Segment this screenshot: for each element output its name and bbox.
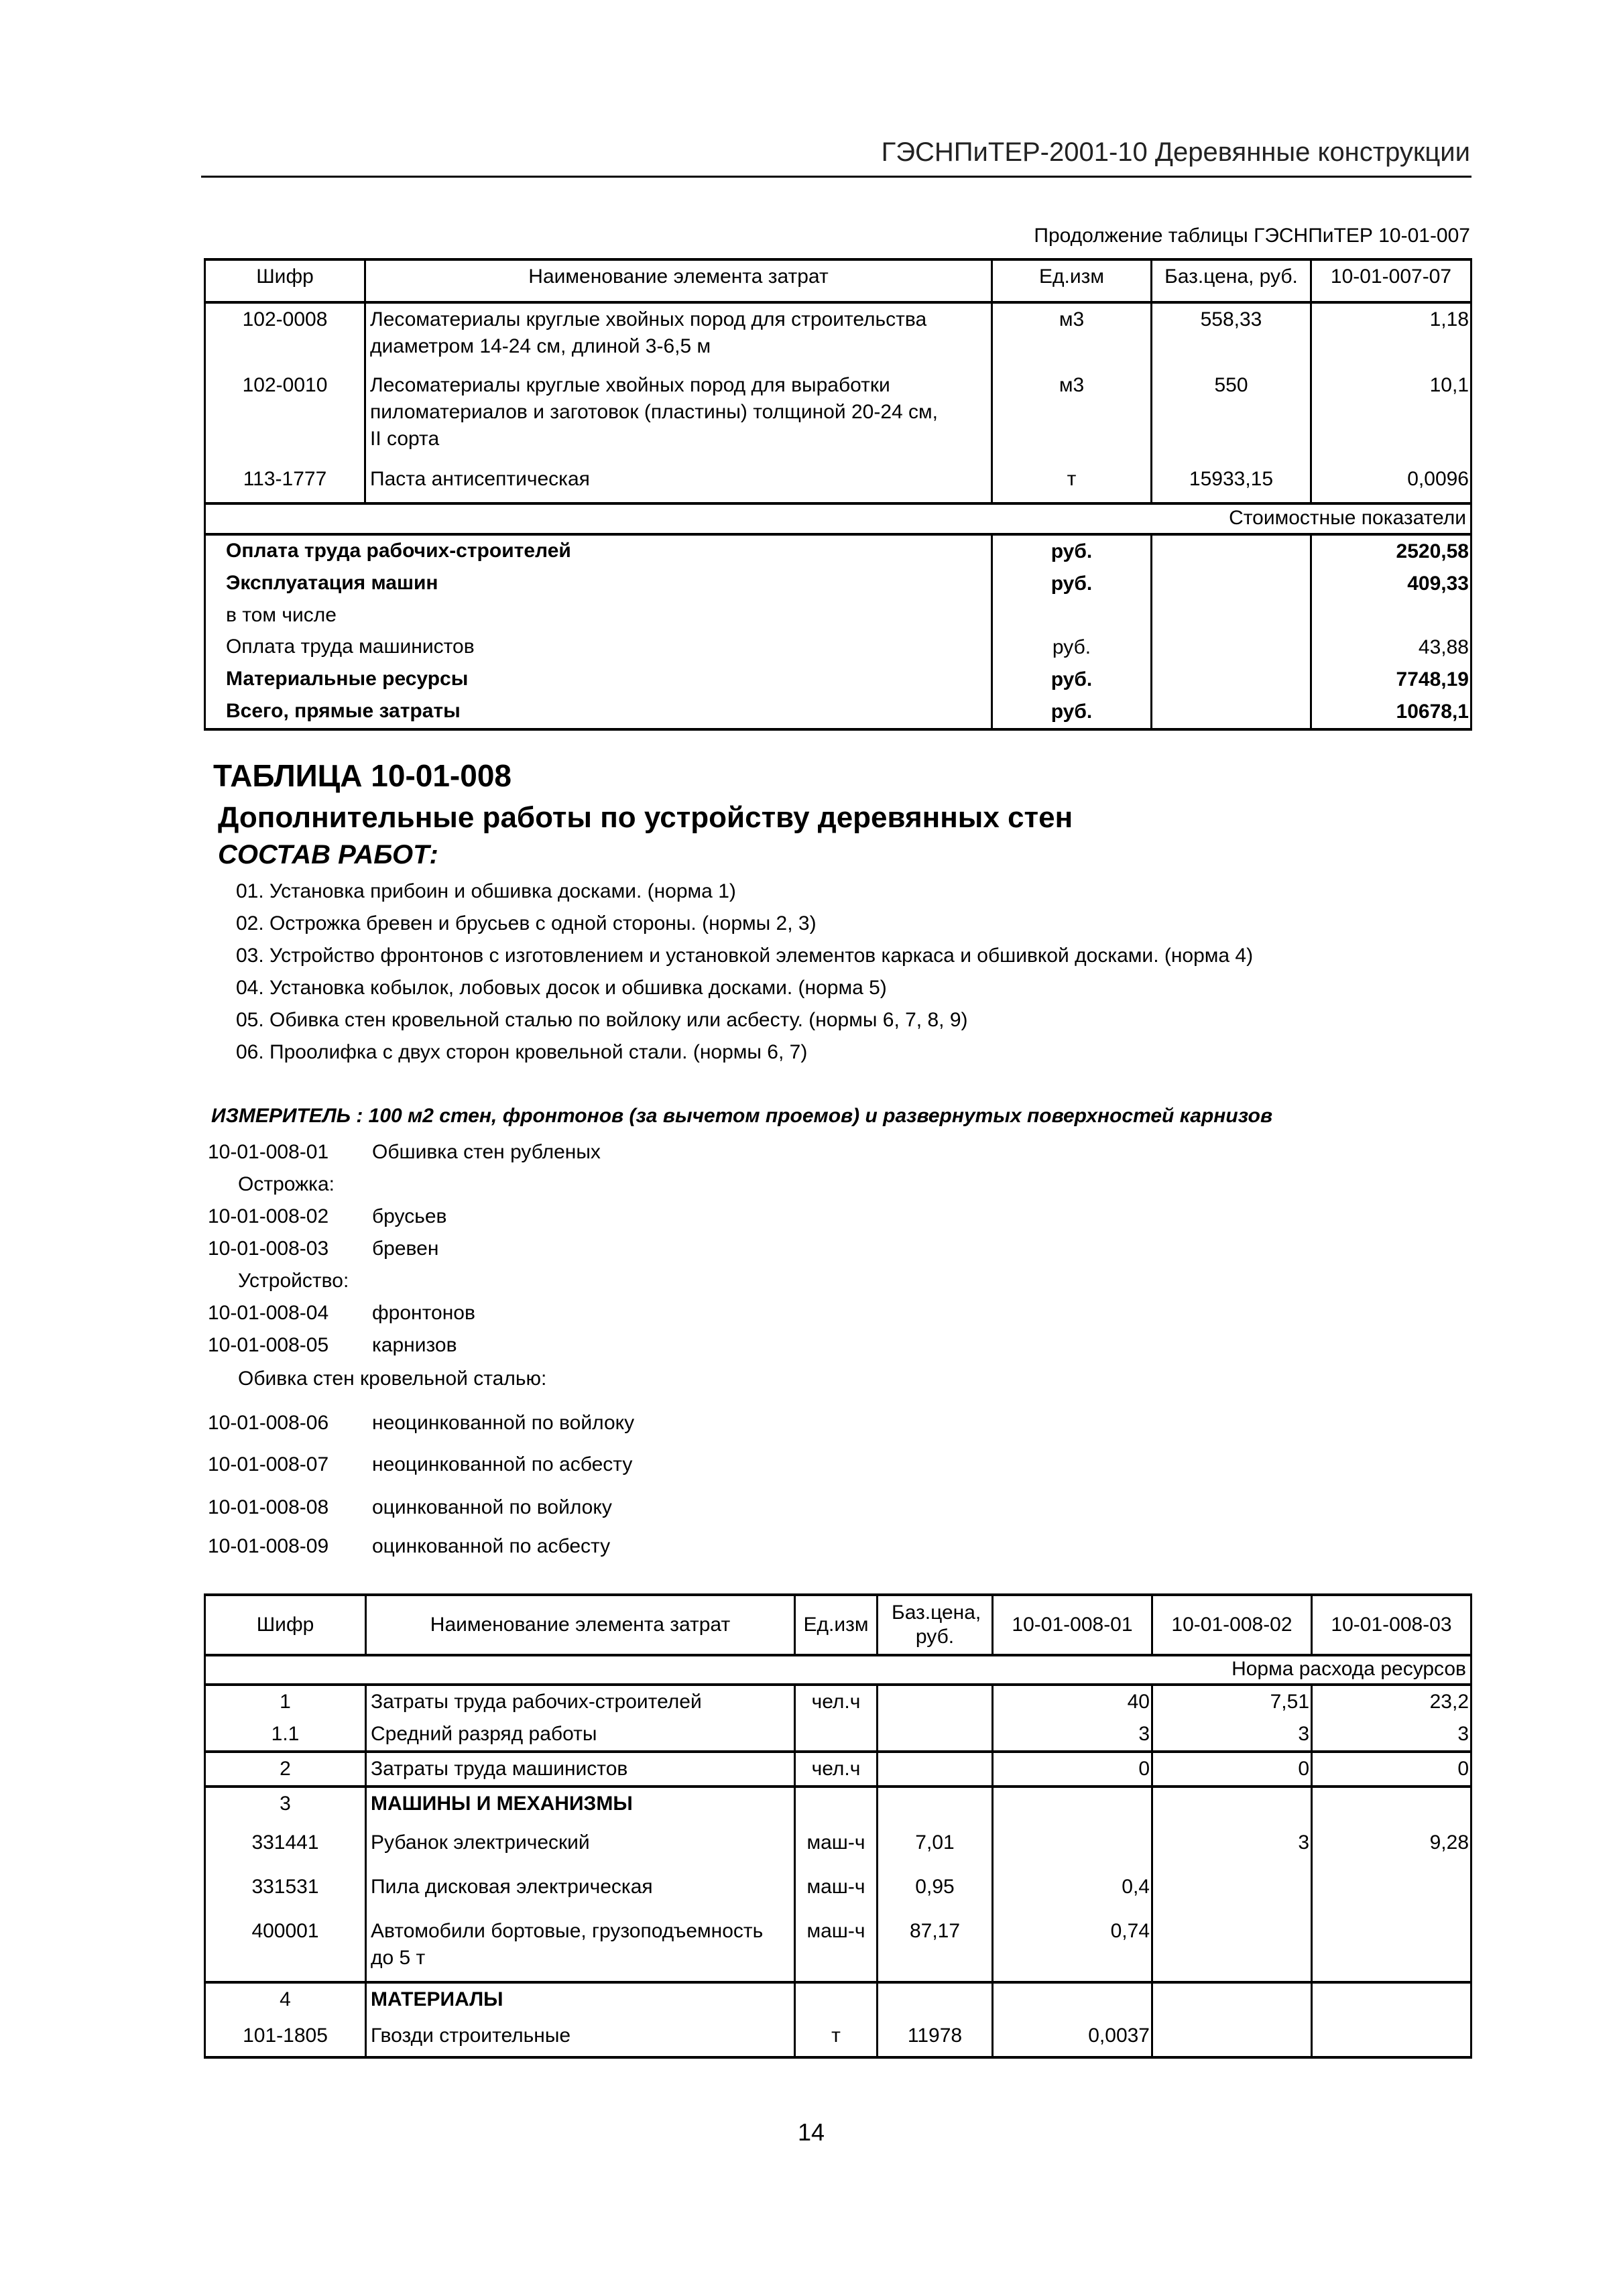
name-line: диаметром 14-24 см, длиной 3-6,5 м [370, 335, 711, 357]
name-cell: Пила дисковая электрическая [366, 1871, 795, 1915]
name-cell [365, 463, 992, 503]
table-row [205, 664, 1471, 696]
code-cell: 331441 [205, 1827, 366, 1871]
value-cell [1152, 1871, 1312, 1915]
column-header: Баз.цена, руб. [878, 1595, 993, 1655]
value-cell: 3 [1312, 1718, 1471, 1752]
name-line: пиломатериалов и заготовок (пластины) толщиной 20-24 см, [370, 401, 938, 423]
column-header: 10-01-008-03 [1312, 1595, 1471, 1655]
running-header: ГЭСНПиТЕР-2001-10 Деревянные конструкции [881, 137, 1470, 167]
value-cell: 0,74 [993, 1915, 1152, 1982]
page-number: 14 [797, 2118, 825, 2146]
meter-line: ИЗМЕРИТЕЛЬ : 100 м2 стен, фронтонов (за вычетом проемов) и развернутых поверхностей карнизов [211, 1105, 1273, 1127]
unit-cell: руб. [992, 664, 1152, 696]
value-cell [1152, 2020, 1312, 2057]
column-header: Шифр [205, 259, 365, 302]
value-cell [1152, 1982, 1312, 2020]
value-cell [1312, 1787, 1471, 1827]
norm-name: брусьев [372, 1205, 447, 1227]
table-subtitle: Дополнительные работы по устройству деревянных стен [218, 801, 1073, 834]
norm-name: бревен [372, 1237, 439, 1260]
unit-cell [795, 1718, 878, 1752]
value-cell [1311, 600, 1471, 631]
name-cell: Автомобили бортовые, грузоподъемность до 5 т [366, 1915, 795, 1982]
value-cell [1312, 1871, 1471, 1915]
code-cell: 331531 [205, 1871, 366, 1915]
table-row [205, 1915, 1471, 1982]
work-item: 06. Проолифка с двух сторон кровельной стали. (нормы 6, 7) [236, 1041, 808, 1063]
unit-cell: чел.ч [795, 1752, 878, 1787]
column-header: Ед.изм [795, 1595, 878, 1655]
unit-cell: м3 [992, 302, 1152, 369]
value-cell: 409,33 [1311, 568, 1471, 600]
unit-cell: т [992, 463, 1152, 503]
norm-code: 10-01-008-06 [208, 1412, 329, 1434]
total-name: Оплата труда рабочих-строителей [205, 534, 992, 568]
norm-name: неоцинкованной по асбесту [372, 1453, 633, 1475]
price-cell: 550 [1152, 369, 1311, 463]
code-cell: 400001 [205, 1915, 366, 1982]
value-cell [993, 1827, 1152, 1871]
column-header: 10-01-007-07 [1311, 259, 1471, 302]
value-cell: 0 [1312, 1752, 1471, 1787]
name-cell [365, 369, 992, 463]
name-line: Лесоматериалы круглые хвойных пород для строительства [370, 308, 927, 330]
section-label: Стоимостные показатели [205, 503, 1471, 534]
unit-cell: т [795, 2020, 878, 2057]
work-item: 04. Установка кобылок, лобовых досок и обшивка досками. (норма 5) [236, 977, 887, 999]
norm-code: 10-01-008-01 [208, 1141, 329, 1163]
work-item: 05. Обивка стен кровельной сталью по войлоку или асбесту. (нормы 6, 7, 8, 9) [236, 1009, 968, 1031]
value-cell: 43,88 [1311, 631, 1471, 664]
price-cell [1152, 534, 1311, 568]
unit-cell: м3 [992, 369, 1152, 463]
table-row [205, 534, 1471, 568]
price-cell [1152, 664, 1311, 696]
resource-table-10-01-007 [204, 258, 1472, 731]
table-title: ТАБЛИЦА 10-01-008 [213, 758, 512, 793]
norm-group: Острожка: [238, 1173, 335, 1195]
name-line: Паста антисептическая [370, 468, 590, 490]
value-cell: 3 [1152, 1827, 1312, 1871]
price-cell: 7,01 [878, 1827, 993, 1871]
header-divider [201, 176, 1471, 178]
work-item: 02. Острожка бревен и брусьев с одной стороны. (нормы 2, 3) [236, 912, 817, 934]
price-cell [1152, 696, 1311, 729]
name-line: Лесоматериалы круглые хвойных пород для выработки [370, 374, 890, 396]
table-caption: Продолжение таблицы ГЭСНПиТЕР 10-01-007 [1034, 225, 1470, 247]
total-name: Оплата труда машинистов [205, 631, 992, 664]
table-row [205, 369, 1471, 463]
table-row [205, 1827, 1471, 1871]
resource-table-10-01-008 [204, 1593, 1472, 2059]
name-cell: МАШИНЫ И МЕХАНИЗМЫ [366, 1787, 795, 1827]
norm-code: 10-01-008-08 [208, 1496, 329, 1518]
column-header: Наименование элемента затрат [365, 259, 992, 302]
unit-cell: руб. [992, 631, 1152, 664]
table-row [205, 1787, 1471, 1827]
value-cell: 0 [993, 1752, 1152, 1787]
value-cell: 40 [993, 1685, 1152, 1718]
value-cell: 7,51 [1152, 1685, 1312, 1718]
value-cell: 0,0037 [993, 2020, 1152, 2057]
code-cell: 102-0010 [205, 369, 365, 463]
table-row [205, 631, 1471, 664]
price-cell [878, 1685, 993, 1718]
value-cell: 23,2 [1312, 1685, 1471, 1718]
value-cell: 0 [1152, 1752, 1312, 1787]
unit-cell [795, 1787, 878, 1827]
work-item: 03. Устройство фронтонов с изготовлением и установкой элементов каркаса и обшивкой досками. (норма 4) [236, 945, 1254, 967]
code-cell: 113-1777 [205, 463, 365, 503]
unit-cell: маш-ч [795, 1915, 878, 1982]
value-cell [993, 1787, 1152, 1827]
code-cell: 2 [205, 1752, 366, 1787]
value-cell [1152, 1915, 1312, 1982]
name-cell: Гвозди строительные [366, 2020, 795, 2057]
norm-code: 10-01-008-02 [208, 1205, 329, 1227]
name-cell: Затраты труда машинистов [366, 1752, 795, 1787]
value-cell [1312, 1915, 1471, 1982]
column-header: Шифр [205, 1595, 366, 1655]
total-name: Всего, прямые затраты [205, 696, 992, 729]
name-cell: МАТЕРИАЛЫ [366, 1982, 795, 2020]
price-cell [1152, 600, 1311, 631]
price-cell: 87,17 [878, 1915, 993, 1982]
table-row [205, 1871, 1471, 1915]
value-cell: 10678,1 [1311, 696, 1471, 729]
name-cell: Рубанок электрический [366, 1827, 795, 1871]
price-cell: 558,33 [1152, 302, 1311, 369]
composition-label: СОСТАВ РАБОТ: [218, 840, 438, 869]
price-cell [1152, 631, 1311, 664]
total-name: Материальные ресурсы [205, 664, 992, 696]
unit-cell: руб. [992, 696, 1152, 729]
value-cell: 7748,19 [1311, 664, 1471, 696]
code-cell: 1.1 [205, 1718, 366, 1752]
name-cell: Затраты труда рабочих-строителей [366, 1685, 795, 1718]
code-cell: 3 [205, 1787, 366, 1827]
table-row [205, 600, 1471, 631]
total-name: в том числе [205, 600, 992, 631]
value-cell: 1,18 [1311, 302, 1471, 369]
norm-name: Обшивка стен рубленых [372, 1141, 601, 1163]
table-row [205, 1752, 1471, 1787]
code-cell: 101-1805 [205, 2020, 366, 2057]
table-row [205, 568, 1471, 600]
price-cell [878, 1718, 993, 1752]
norm-code: 10-01-008-09 [208, 1535, 329, 1557]
value-cell [1312, 1982, 1471, 2020]
value-cell: 9,28 [1312, 1827, 1471, 1871]
norm-code: 10-01-008-04 [208, 1302, 329, 1324]
unit-cell: маш-ч [795, 1827, 878, 1871]
norm-code: 10-01-008-03 [208, 1237, 329, 1260]
value-cell [1152, 1787, 1312, 1827]
name-cell [365, 302, 992, 369]
column-header: Наименование элемента затрат [366, 1595, 795, 1655]
value-cell: 0,0096 [1311, 463, 1471, 503]
table-row [205, 1718, 1471, 1752]
table-row [205, 1982, 1471, 2020]
price-cell: 0,95 [878, 1871, 993, 1915]
name-cell: Средний разряд работы [366, 1718, 795, 1752]
column-header: Ед.изм [992, 259, 1152, 302]
section-label: Норма расхода ресурсов [205, 1655, 1471, 1685]
norm-name: неоцинкованной по войлоку [372, 1412, 635, 1434]
norm-name: фронтонов [372, 1302, 475, 1324]
value-cell: 10,1 [1311, 369, 1471, 463]
norm-name: оцинкованной по войлоку [372, 1496, 612, 1518]
unit-cell: маш-ч [795, 1871, 878, 1915]
price-cell [878, 1752, 993, 1787]
price-cell: 15933,15 [1152, 463, 1311, 503]
value-cell: 2520,58 [1311, 534, 1471, 568]
price-cell [1152, 568, 1311, 600]
code-cell: 102-0008 [205, 302, 365, 369]
code-cell: 4 [205, 1982, 366, 2020]
norm-group: Устройство: [238, 1270, 349, 1292]
table-row [205, 1685, 1471, 1718]
unit-cell: чел.ч [795, 1685, 878, 1718]
price-cell: 11978 [878, 2020, 993, 2057]
value-cell: 0,4 [993, 1871, 1152, 1915]
value-cell: 3 [993, 1718, 1152, 1752]
unit-cell: руб. [992, 568, 1152, 600]
name-line: II сорта [370, 428, 440, 450]
unit-cell [992, 600, 1152, 631]
value-cell: 3 [1152, 1718, 1312, 1752]
norm-name: оцинкованной по асбесту [372, 1535, 611, 1557]
table-row [205, 463, 1471, 503]
total-name: Эксплуатация машин [205, 568, 992, 600]
column-header: Баз.цена, руб. [1152, 259, 1311, 302]
work-item: 01. Установка прибоин и обшивка досками. (норма 1) [236, 880, 736, 902]
value-cell [993, 1982, 1152, 2020]
table-row [205, 302, 1471, 369]
unit-cell [795, 1982, 878, 2020]
column-header: 10-01-008-01 [993, 1595, 1152, 1655]
unit-cell: руб. [992, 534, 1152, 568]
table-row [205, 696, 1471, 729]
value-cell [1312, 2020, 1471, 2057]
norm-code: 10-01-008-07 [208, 1453, 329, 1475]
norm-group: Обивка стен кровельной сталью: [238, 1368, 547, 1390]
price-cell [878, 1982, 993, 2020]
code-cell: 1 [205, 1685, 366, 1718]
norm-name: карнизов [372, 1334, 457, 1356]
table-row [205, 2020, 1471, 2057]
norm-code: 10-01-008-05 [208, 1334, 329, 1356]
column-header: 10-01-008-02 [1152, 1595, 1312, 1655]
price-cell [878, 1787, 993, 1827]
